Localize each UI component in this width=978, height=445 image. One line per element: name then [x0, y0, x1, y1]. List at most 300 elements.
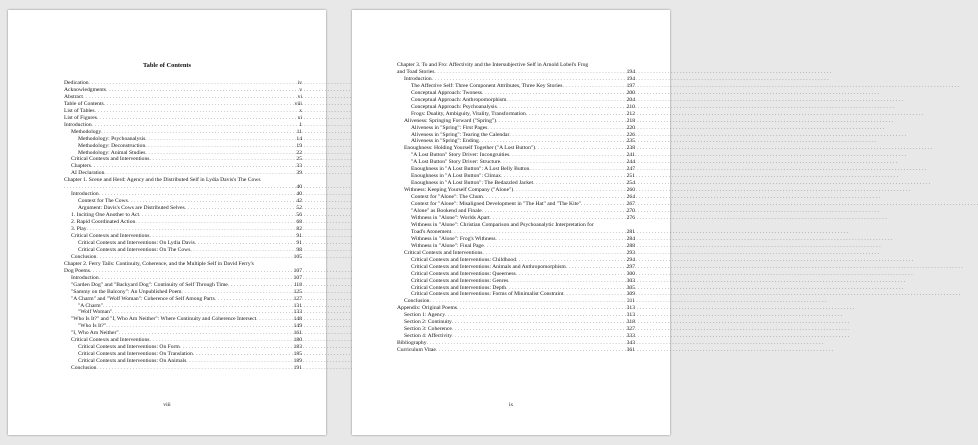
- toc-entry-title: 3. Play: [71, 226, 87, 233]
- leader-dots: [533, 180, 626, 187]
- leader-dots: [452, 326, 626, 333]
- toc-entry-title: Introduction: [71, 274, 99, 281]
- toc-entry[interactable]: [397, 319, 635, 326]
- toc-entry-title: Methodology: Deconstruction: [78, 142, 146, 149]
- toc-entry[interactable]: [64, 323, 302, 330]
- toc-entry-title: Enoughness in "A Lost Button": The Bedazzled Jacket: [411, 180, 534, 187]
- toc-entry-page: 309: [626, 291, 635, 298]
- toc-entry-title: "A Charm" and "Wolf Woman": Coherence of Self Among Parts: [71, 295, 215, 302]
- toc-entry-title: Curriculum Vitae: [397, 347, 436, 354]
- toc-entry-title: Critical Contexts and Interventions: [71, 337, 150, 344]
- toc-entry-title: Conclusion: [71, 365, 97, 372]
- leader-dots: [535, 145, 626, 152]
- toc-entry-title: Withness: Keeping Yourself Company ("Alone"): [404, 187, 514, 194]
- toc-entry-title: Withness in "Alone": Final Page: [411, 242, 484, 249]
- toc-entry[interactable]: [397, 305, 635, 312]
- toc-entry-page: 254: [626, 180, 635, 187]
- toc-entry[interactable]: [64, 101, 302, 108]
- toc-entry-title: 2. Rapid Coordinated Action: [71, 219, 136, 226]
- toc-entry-title: "A Lost Button" Story Driver: Incongruities: [411, 152, 510, 159]
- toc-entry[interactable]: [397, 298, 635, 305]
- toc-entry-page: 91: [296, 239, 302, 246]
- leader-dots: [427, 340, 626, 347]
- toc-entry-page: 19: [296, 142, 302, 149]
- leader-dots: [436, 347, 626, 354]
- toc-entry[interactable]: [397, 215, 635, 222]
- toc-entry-title: 1. Inciting One Another to Act: [71, 212, 140, 219]
- toc-entry-page: 238: [626, 145, 635, 152]
- toc-entry[interactable]: [64, 108, 302, 115]
- toc-entry[interactable]: [64, 275, 302, 282]
- toc-entry[interactable]: [64, 344, 302, 351]
- leader-dots: [193, 351, 293, 358]
- toc-entry[interactable]: [64, 156, 302, 163]
- toc-entry-page: 11: [296, 128, 302, 135]
- leader-dots: [215, 296, 293, 303]
- leader-dots: [145, 150, 295, 157]
- toc-entry-page: 118: [293, 281, 302, 288]
- toc-entry-title: Aliveness in "Spring": Tearing the Calendar: [411, 131, 510, 138]
- leader-dots: [509, 152, 625, 159]
- toc-entry[interactable]: [64, 212, 302, 219]
- toc-entry-page: 191: [293, 365, 302, 372]
- toc-entry-title-line: Chapter 3. To and Fro: Affectivity and the Intersubjective Self in Arnold Lobel's Frog: [397, 62, 589, 68]
- toc-entry-title: Appendix: Original Poems: [397, 305, 457, 312]
- toc-entry-page: 361: [626, 347, 635, 354]
- toc-entry-page: 1: [299, 121, 302, 128]
- leader-dots: [509, 132, 625, 139]
- leader-dots: [482, 208, 626, 215]
- toc-entry-page: 127: [293, 295, 302, 302]
- toc-entry[interactable]: [64, 358, 302, 365]
- toc-entry[interactable]: [397, 264, 635, 271]
- toc-entry-page: 247: [626, 166, 635, 173]
- toc-entry[interactable]: [397, 250, 635, 257]
- leader-dots: [64, 184, 295, 191]
- leader-dots: [145, 136, 295, 143]
- toc-entry-title: Conceptual Approach: Twoness: [411, 89, 482, 96]
- toc-entry-page: 218: [626, 117, 635, 124]
- toc-entry[interactable]: [64, 254, 302, 261]
- leader-dots: [97, 115, 297, 122]
- toc-entry-title: Critical Contexts and Interventions: On Lydia Davis: [78, 239, 195, 246]
- toc-entry[interactable]: [64, 122, 302, 129]
- toc-entry-title: Critical Contexts and Interventions: [71, 232, 150, 239]
- toc-entry-title: Section 1: Agency: [404, 312, 446, 319]
- leader-dots: [87, 226, 296, 233]
- leader-dots: [451, 229, 625, 236]
- toc-entry-title: Table of Contents: [64, 100, 104, 107]
- toc-entry-title: Introduction: [404, 75, 432, 82]
- toc-entry-page: 241: [626, 152, 635, 159]
- leader-dots: [103, 303, 293, 310]
- toc-entry[interactable]: [397, 76, 635, 83]
- toc-entry-title: Dog Poems: [64, 267, 90, 274]
- leader-dots: [497, 104, 626, 111]
- toc-entry-page: 148: [293, 316, 302, 323]
- toc-entry-title: List of Tables: [64, 107, 95, 114]
- toc-entry-title: "Alone" as Bookend and Finale: [411, 208, 482, 215]
- leader-dots: [529, 166, 625, 173]
- leader-dots: [83, 94, 297, 101]
- toc-entry[interactable]: [64, 205, 302, 212]
- leader-dots: [562, 83, 625, 90]
- toc-entry-page: 200: [626, 89, 635, 96]
- toc-entry-page: 22: [296, 149, 302, 156]
- leader-dots: [186, 358, 292, 365]
- toc-entry-title-line: Chapter 1. Scene and Herd: Agency and the Distributed Self in Lydia Davis's The Cows: [64, 177, 261, 184]
- toc-entry[interactable]: [397, 347, 635, 354]
- leader-dots: [228, 282, 293, 289]
- toc-entry-title: Acknowledgments: [64, 86, 106, 93]
- toc-entry-page: 313: [626, 312, 635, 319]
- toc-entry-page: 185: [293, 351, 302, 358]
- toc-entry-title: Aliveness in "Spring": First Pages: [411, 124, 488, 131]
- right-page: [352, 10, 670, 435]
- toc-entry-title: Toad's Atonement: [411, 228, 452, 235]
- toc-entry-page: 42: [296, 198, 302, 205]
- leader-dots: [500, 159, 625, 166]
- toc-entry[interactable]: [397, 111, 635, 118]
- toc-entry[interactable]: [64, 282, 302, 289]
- toc-entry[interactable]: [64, 94, 302, 101]
- toc-entry-page: 260: [626, 187, 635, 194]
- toc-entry-page: viii: [294, 100, 302, 107]
- toc-entry-page: 226: [626, 131, 635, 138]
- toc-entry-page: 105: [293, 253, 302, 260]
- toc-entry-title: "A Charm": [78, 302, 103, 309]
- toc-entry[interactable]: [64, 289, 302, 296]
- leader-dots: [563, 291, 625, 298]
- leader-dots: [112, 309, 292, 316]
- leader-dots: [195, 240, 296, 247]
- toc-entry-title: Withness in "Alone": Frog's Withness: [411, 235, 496, 242]
- toc-entry-title-line: Chapter 2. Ferry Tails: Continuity, Coherence, and the Multiple Self in David Ferry's: [64, 260, 254, 267]
- toc-entry[interactable]: [64, 247, 302, 254]
- toc-entry-page: 161: [293, 330, 302, 337]
- toc-entry-page: x: [299, 107, 302, 114]
- toc-entry[interactable]: [397, 229, 635, 236]
- toc-entry-title: Critical Contexts and Interventions: Queerness: [411, 270, 516, 277]
- toc-entry[interactable]: [64, 296, 302, 303]
- toc-entry-page: 204: [626, 96, 635, 103]
- toc-entry-title: Critical Contexts and Interventions: Animals and Anthropomorphism: [411, 263, 566, 270]
- toc-entry-page: 52: [296, 205, 302, 212]
- toc-entry-title: Context for "Alone": Misaligned Development in "The Hat" and "The Kite": [411, 201, 581, 208]
- toc-entry[interactable]: [397, 278, 635, 285]
- leader-dots: [180, 344, 293, 351]
- toc-entry-title: Introduction: [64, 121, 92, 128]
- toc-entry[interactable]: [64, 337, 302, 344]
- toc-entry[interactable]: [64, 219, 302, 226]
- toc-entry-page: xi: [297, 114, 302, 121]
- page-number-right: ix: [508, 402, 514, 408]
- toc-list-left: [64, 80, 302, 372]
- left-page: [8, 10, 326, 435]
- leader-dots: [119, 330, 293, 337]
- toc-entry-title-line: Withness in "Alone": Christian Comparison and Psychoanalytic Interpretation for: [411, 221, 594, 228]
- toc-entry-page: 107: [293, 267, 302, 274]
- leader-dots: [106, 323, 292, 330]
- leader-dots: [566, 264, 626, 271]
- toc-entry[interactable]: [397, 312, 635, 319]
- toc-entry-page: vi: [297, 93, 302, 100]
- toc-entry-title: Conceptual Approach: Anthropomorphism: [411, 96, 507, 103]
- toc-entry-title: Enoughness in "A Lost Button": A Lost Belly Button: [411, 166, 530, 173]
- toc-entry-title: Critical Contexts and Interventions: [404, 249, 483, 256]
- leader-dots: [508, 278, 625, 285]
- leader-dots: [501, 173, 626, 180]
- toc-entry-title: Critical Contexts and Interventions: Childhood: [411, 256, 517, 263]
- leader-dots: [452, 319, 626, 326]
- toc-entry-page: 98: [296, 246, 302, 253]
- leader-dots: [482, 90, 626, 97]
- toc-entry-title: "I, Who Am Neither": [71, 330, 119, 337]
- leader-dots: [452, 333, 626, 340]
- toc-entry[interactable]: [64, 87, 302, 94]
- toc-entry-page: 91: [296, 232, 302, 239]
- toc-entry-page: 333: [626, 333, 635, 340]
- toc-entry[interactable]: [397, 118, 635, 125]
- toc-entry-title: Introduction: [71, 191, 99, 198]
- toc-entry[interactable]: [397, 132, 635, 139]
- toc-entry-page: 68: [296, 219, 302, 226]
- toc-entry[interactable]: [397, 145, 635, 152]
- leader-dots: [506, 97, 625, 104]
- toc-entry-title: Critical Contexts and Interventions: Forms of Minimalist Constraint: [411, 291, 564, 298]
- toc-entry-title: Critical Contexts and Interventions: Depth: [411, 284, 507, 291]
- leader-dots: [185, 205, 296, 212]
- toc-entry-page: 189: [293, 358, 302, 365]
- toc-entry-page: 303: [626, 277, 635, 284]
- leader-dots: [101, 129, 295, 136]
- leader-dots: [135, 219, 295, 226]
- toc-entry[interactable]: [64, 163, 302, 170]
- toc-entry[interactable]: [64, 136, 302, 143]
- toc-entry[interactable]: [397, 201, 635, 208]
- leader-dots: [482, 250, 625, 257]
- leader-dots: [516, 257, 626, 264]
- leader-dots: [139, 212, 295, 219]
- toc-entry[interactable]: [64, 233, 302, 240]
- toc-entry-page: 311: [626, 298, 635, 305]
- toc-entry-page: 343: [626, 340, 635, 347]
- leader-dots: [526, 111, 626, 118]
- leader-dots: [99, 275, 293, 282]
- leader-dots: [145, 143, 295, 150]
- leader-dots: [434, 69, 625, 76]
- toc-entry-title: The Affective Self: Three Component Attributes, Three Key Stories: [411, 82, 563, 89]
- toc-entry-title: "Who Is It?": [78, 323, 107, 330]
- toc-entry-title: Critical Contexts and Interventions: On Translation: [78, 351, 193, 358]
- toc-entry-title: "Sammy on the Balcony": An Unpublished Poem: [71, 288, 182, 295]
- toc-entry-title: Dedication: [64, 80, 89, 86]
- toc-entry[interactable]: [64, 129, 302, 136]
- toc-entry-page: 276: [626, 214, 635, 221]
- toc-entry-title: Methodology: Animal Studies: [78, 149, 146, 156]
- toc-entry-page: 293: [626, 249, 635, 256]
- toc-entry[interactable]: [64, 316, 302, 323]
- toc-entry-page: 220: [626, 124, 635, 131]
- toc-entry-page: 212: [626, 110, 635, 117]
- toc-entry[interactable]: [397, 291, 635, 298]
- toc-entry-page: 180: [293, 337, 302, 344]
- leader-dots: [513, 187, 625, 194]
- toc-entry[interactable]: [397, 257, 635, 264]
- toc-entry-page: 183: [293, 344, 302, 351]
- toc-entry-title: Critical Contexts and Interventions: On The Cows: [78, 246, 191, 253]
- toc-entry-title: Critical Contexts and Interventions: [71, 156, 150, 163]
- toc-entry-title: and Toad Stories: [397, 68, 435, 75]
- toc-entry[interactable]: [397, 69, 635, 76]
- toc-entry[interactable]: [64, 115, 302, 122]
- leader-dots: [429, 298, 625, 305]
- toc-entry[interactable]: [64, 150, 302, 157]
- toc-entry-title: "A Lost Button" Story Driver: Structure: [411, 159, 501, 166]
- toc-entry-page: 133: [293, 309, 302, 316]
- toc-entry-page: 82: [296, 226, 302, 233]
- toc-entry[interactable]: [397, 125, 635, 132]
- toc-entry[interactable]: [397, 333, 635, 340]
- toc-entry[interactable]: [64, 226, 302, 233]
- toc-entry[interactable]: [64, 143, 302, 150]
- toc-entry[interactable]: [64, 351, 302, 358]
- leader-dots: [128, 198, 296, 205]
- leader-dots: [99, 191, 296, 198]
- toc-entry-page: 107: [293, 274, 302, 281]
- toc-entry-page: 125: [293, 288, 302, 295]
- toc-entry-page: 251: [626, 173, 635, 180]
- toc-entry-title: Critical Contexts and Interventions: Genres: [411, 277, 509, 284]
- toc-entry-title: Withness in "Alone": Worlds Apart: [411, 214, 490, 221]
- toc-entry-title: Chapters: [71, 163, 91, 170]
- toc-entry-title: Context for "Alone": The Chum: [411, 194, 483, 201]
- toc-entry-title: Argument: Davis's Cows are Distributed Selves: [78, 205, 185, 212]
- toc-entry[interactable]: [64, 268, 302, 275]
- toc-entry-page: 313: [626, 305, 635, 312]
- toc-entry[interactable]: [397, 83, 635, 90]
- leader-dots: [516, 271, 626, 278]
- leader-dots: [106, 87, 298, 94]
- toc-entry-title: Critical Contexts and Interventions: On Form: [78, 344, 180, 351]
- toc-entry-title: "Garden Dog" and "Backyard Dog": Continuity of Self Through Time: [71, 281, 228, 288]
- leader-dots: [182, 289, 293, 296]
- toc-entry[interactable]: [64, 184, 302, 191]
- leader-dots: [581, 201, 626, 208]
- toc-entry-title: "Wolf Woman": [78, 309, 113, 316]
- toc-entry-title: Conceptual Approach: Psychoanalysis: [411, 103, 497, 110]
- toc-entry[interactable]: [64, 198, 302, 205]
- toc-entry-page: 284: [626, 235, 635, 242]
- toc-entry-page: 288: [626, 242, 635, 249]
- toc-entry-page: 294: [626, 256, 635, 263]
- leader-dots: [89, 80, 297, 87]
- toc-entry-title: Section 2: Continuity: [404, 319, 452, 326]
- toc-entry-title: "Who Is It?" and "I, Who Am Neither": Where Continuity and Coherence Intersect: [71, 316, 257, 323]
- toc-entry-title: Methodology: Psychoanalysis: [78, 135, 146, 142]
- toc-entry-page: 194: [626, 68, 635, 75]
- toc-entry-page: 318: [626, 319, 635, 326]
- toc-entry[interactable]: [64, 309, 302, 316]
- toc-entry-page: 281: [626, 228, 635, 235]
- toc-list-right: [397, 62, 635, 354]
- toc-entry-page: 40: [296, 184, 302, 191]
- leader-dots: [96, 254, 292, 261]
- toc-entry-title: Aliveness in "Spring": Ending: [411, 138, 479, 145]
- toc-entry[interactable]: [397, 236, 635, 243]
- toc-entry[interactable]: [397, 173, 635, 180]
- leader-dots: [91, 163, 296, 170]
- toc-entry-page: 14: [296, 135, 302, 142]
- toc-entry-title: Methodology: [71, 128, 102, 135]
- toc-entry[interactable]: [397, 152, 635, 159]
- toc-entry[interactable]: [64, 365, 302, 372]
- toc-entry-title: Bibliography: [397, 340, 427, 347]
- toc-entry-title: Enoughness in "A Lost Button": Climax: [411, 173, 501, 180]
- toc-entry[interactable]: [397, 97, 635, 104]
- leader-dots: [490, 215, 626, 222]
- toc-entry[interactable]: [397, 340, 635, 347]
- toc-entry-page: v: [299, 86, 302, 93]
- toc-entry-page: 210: [626, 103, 635, 110]
- toc-heading: Table of Contents: [142, 62, 192, 69]
- toc-entry-title: Conclusion: [404, 298, 430, 305]
- leader-dots: [432, 76, 626, 83]
- toc-entry[interactable]: [64, 330, 302, 337]
- toc-entry[interactable]: [64, 240, 302, 247]
- toc-entry[interactable]: [397, 90, 635, 97]
- toc-entry-title: Abstract: [64, 93, 83, 100]
- page-number-left: viii: [163, 402, 171, 408]
- toc-entry-title: List of Figures: [64, 114, 97, 121]
- toc-entry-title: Aliveness: Springing Forward ("Spring"): [404, 117, 497, 124]
- leader-dots: [95, 108, 299, 115]
- toc-entry[interactable]: [397, 104, 635, 111]
- toc-entry-title: Frogs: Duality, Ambiguity, Vitality, Transformation: [411, 110, 526, 117]
- toc-entry[interactable]: [64, 80, 302, 87]
- leader-dots: [149, 337, 292, 344]
- toc-entry-page: 244: [626, 159, 635, 166]
- leader-dots: [96, 365, 292, 372]
- leader-dots: [149, 156, 295, 163]
- toc-entry[interactable]: [397, 208, 635, 215]
- toc-entry-page: 25: [296, 156, 302, 163]
- toc-entry[interactable]: [397, 271, 635, 278]
- toc-entry-page: 267: [626, 201, 635, 208]
- toc-entry-page: 131: [293, 302, 302, 309]
- leader-dots: [496, 236, 626, 243]
- toc-entry-page: 194: [626, 75, 635, 82]
- toc-entry[interactable]: [397, 159, 635, 166]
- toc-entry-page: 33: [296, 163, 302, 170]
- toc-entry-page: 197: [626, 82, 635, 89]
- leader-dots: [92, 122, 299, 129]
- toc-entry-page: 149: [293, 323, 302, 330]
- toc-entry-title: Enoughness: Holding Yourself Together ("A Lost Button"): [404, 145, 536, 152]
- toc-entry-title: Conclusion: [71, 253, 97, 260]
- leader-dots: [256, 316, 292, 323]
- leader-dots: [149, 233, 295, 240]
- leader-dots: [484, 243, 626, 250]
- toc-entry-title: Critical Contexts and Interventions: On Animals: [78, 358, 187, 365]
- toc-entry[interactable]: [397, 166, 635, 173]
- toc-entry-page: 264: [626, 194, 635, 201]
- toc-entry-title: Section 4: Affectivity: [404, 333, 453, 340]
- toc-entry[interactable]: [397, 243, 635, 250]
- toc-entry-page: 56: [296, 212, 302, 219]
- leader-dots: [104, 101, 294, 108]
- toc-entry-page: 327: [626, 326, 635, 333]
